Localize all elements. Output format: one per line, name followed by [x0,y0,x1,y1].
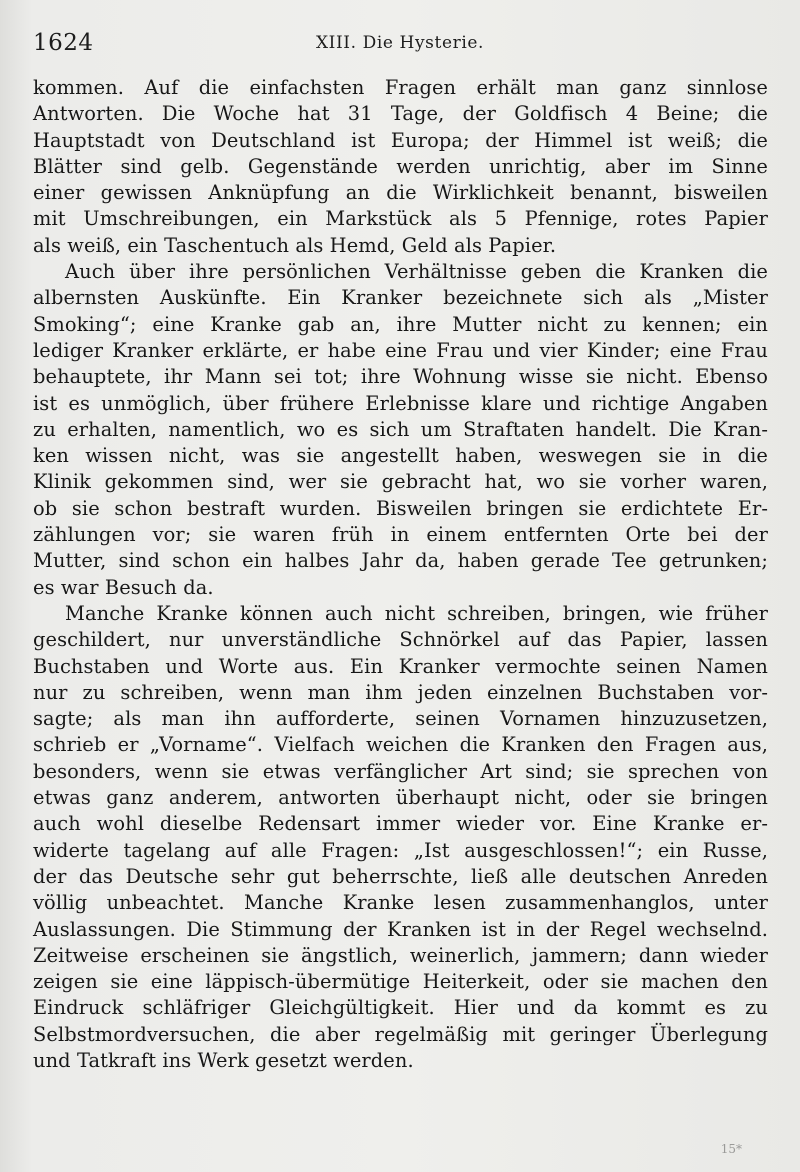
text-line: sagte; als man ihn aufforderte, seinen Vornamen hinzuzusetzen, [33,707,768,731]
text-line: behauptete, ihr Mann sei tot; ihre Wohnung wisse sie nicht. Ebenso [33,365,768,389]
text-line: es war Besuch da. [33,575,214,599]
page-header [33,30,767,60]
text-line: und Tatkraft ins Werk gesetzt werden. [33,1048,414,1072]
text-line: besonders, wenn sie etwas verfänglicher Art sind; sie sprechen von [33,759,768,783]
paragraph-3 [33,601,768,1074]
text-line: Auslassungen. Die Stimmung der Kranken ist in der Regel wechselnd. [33,917,768,941]
text-line: schrieb er „Vorname“. Vielfach weichen die Kranken den Fragen aus, [33,733,768,757]
text-line: nur zu schreiben, wenn man ihm jeden einzelnen Buchstaben vor- [33,680,768,704]
text-line: Blätter sind gelb. Gegenstände werden unrichtig, aber im Sinne [33,154,768,178]
running-title: XIII. Die Hysterie. [315,33,485,53]
text-line: widerte tagelang auf alle Fragen: „Ist ausgeschlossen!“; ein Russe, [33,838,768,862]
text-line: zu erhalten, namentlich, wo es sich um Straftaten handelt. Die Kran- [33,417,768,441]
text-line: Zeitweise erscheinen sie ängstlich, weinerlich, jammern; dann wieder [33,943,768,967]
text-line: Mutter, sind schon ein halbes Jahr da, haben gerade Tee getrunken; [33,549,768,573]
signature-mark: 15* [720,1142,742,1156]
text-line: Eindruck schläfriger Gleichgültigkeit. Hier und da kommt es zu [33,996,768,1020]
text-line: Smoking“; eine Kranke gab an, ihre Mutter nicht zu kennen; ein [33,312,768,336]
text-line: ob sie schon bestraft wurden. Bisweilen bringen sie erdichtete Er- [33,496,768,520]
body-text [33,75,768,1074]
text-line: einer gewissen Anknüpfung an die Wirklichkeit benannt, bisweilen [33,181,768,205]
text-line: zeigen sie eine läppisch-übermütige Heiterkeit, oder sie machen den [33,970,768,994]
text-line: lediger Kranker erklärte, er habe eine Frau und vier Kinder; eine Frau [33,338,768,362]
text-line: als weiß, ein Taschentuch als Hemd, Geld als Papier. [33,233,557,257]
text-line: Selbstmordversuchen, die aber regelmäßig mit geringer Überlegung [33,1022,768,1046]
page-number: 1624 [33,30,94,56]
text-line: etwas ganz anderem, antworten überhaupt nicht, oder sie bringen [33,786,768,810]
text-line: Buchstaben und Worte aus. Ein Kranker vermochte seinen Namen [33,654,768,678]
paragraph-2 [33,259,768,601]
text-line: geschildert, nur unverständliche Schnörkel auf das Papier, lassen [33,628,768,652]
text-line: Klinik gekommen sind, wer sie gebracht hat, wo sie vorher waren, [33,470,768,494]
text-line: albernsten Auskünfte. Ein Kranker bezeichnete sich als „Mister [33,286,768,310]
text-line: auch wohl dieselbe Redensart immer wieder vor. Eine Kranke er- [33,812,768,836]
text-line: ist es unmöglich, über frühere Erlebnisse klare und richtige Angaben [33,391,768,415]
text-line: der das Deutsche sehr gut beherrschte, ließ alle deutschen Anreden [33,864,768,888]
text-line: zählungen vor; sie waren früh in einem entfernten Orte bei der [33,523,768,547]
text-line: Auch über ihre persönlichen Verhältnisse geben die Kranken die [65,260,768,284]
text-line: kommen. Auf die einfachsten Fragen erhält man ganz sinnlose [33,76,768,99]
text-line: völlig unbeachtet. Manche Kranke lesen zusammenhanglos, unter [33,891,768,915]
text-line: ken wissen nicht, was sie angestellt haben, weswegen sie in die [33,444,768,468]
text-line: mit Umschreibungen, ein Markstück als 5 Pfennige, rotes Papier [33,207,768,231]
paragraph-1 [33,75,768,259]
text-line: Manche Kranke können auch nicht schreiben, bringen, wie früher [65,601,768,625]
text-line: Antworten. Die Woche hat 31 Tage, der Goldfisch 4 Beine; die [33,102,768,126]
text-line: Hauptstadt von Deutschland ist Europa; der Himmel ist weiß; die [33,128,768,152]
